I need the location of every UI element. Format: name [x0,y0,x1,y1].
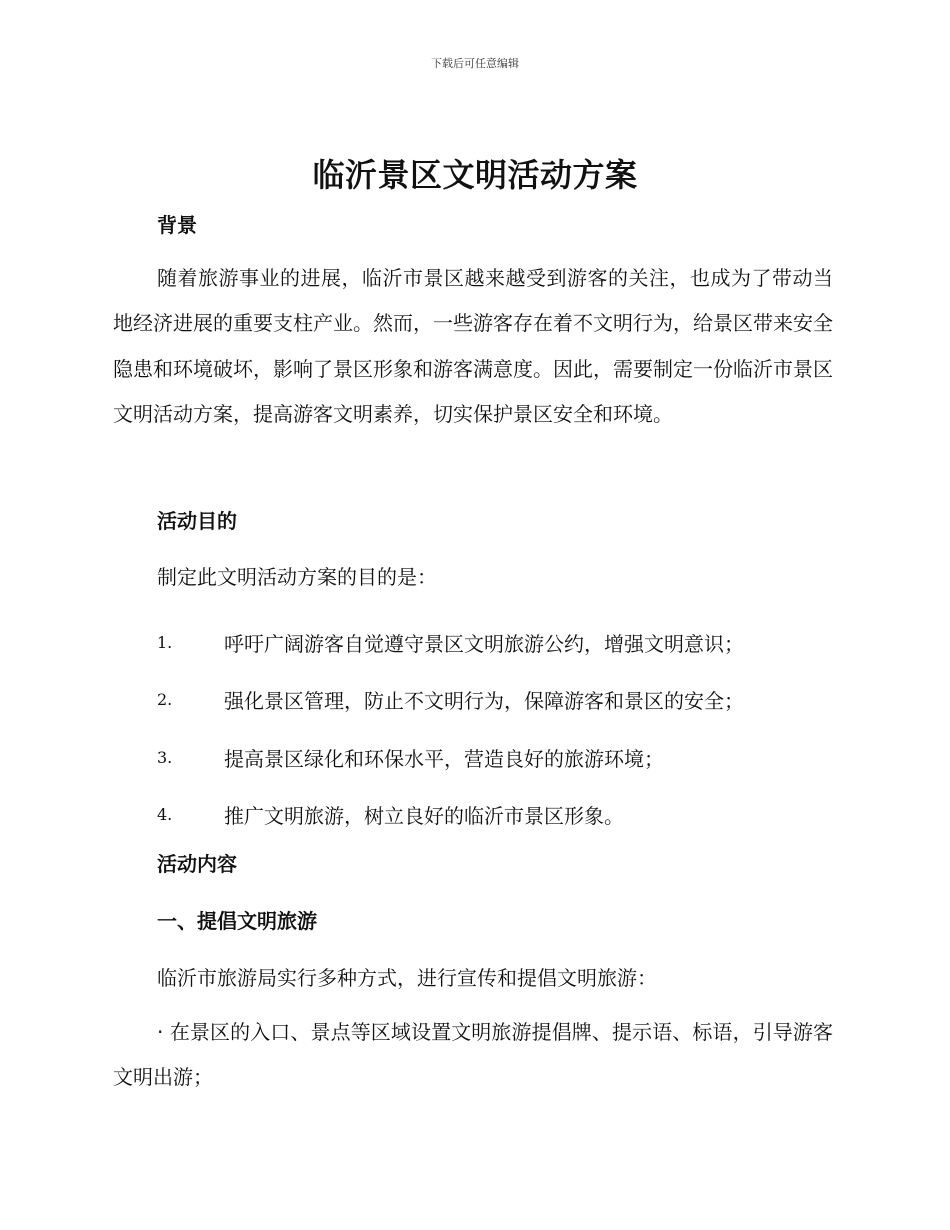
list-item-text: 推广文明旅游，树立良好的临沂市景区形象。 [224,804,624,829]
subheading-promote-civilized-tourism: 一、提倡文明旅游 [157,909,317,933]
list-item-number: 4. [157,805,173,825]
section-heading-purpose: 活动目的 [157,509,237,533]
content-intro: 临沂市旅游局实行多种方式，进行宣传和提倡文明旅游： [157,966,657,990]
list-item-text: 呼吁广阔游客自觉遵守景区文明旅游公约，增强文明意识； [224,632,744,657]
list-item [157,729,744,786]
document-title: 临沂景区文明活动方案 [312,156,638,194]
purpose-list [157,614,744,843]
background-paragraph: 随着旅游事业的进展，临沂市景区越来越受到游客的关注，也成为了带动当地经济进展的重要支柱产业。然而，一些游客存在着不文明行为，给景区带来安全隐患和环境破坏，影响了景区形象和游客满意度。因此，需要制定一份临沂市景区文明活动方案，提高游客文明素养，切实保护景区安全和环境。 [113,266,833,426]
list-item-number: 1. [157,633,173,653]
list-item [157,671,744,728]
list-item-number: 3. [157,747,173,767]
list-item-text: 强化景区管理，防止不文明行为，保障游客和景区的安全； [224,689,744,714]
purpose-intro: 制定此文明活动方案的目的是： [157,565,437,589]
list-item [157,614,744,671]
list-item-text: 提高景区绿化和环保水平，营造良好的旅游环境； [224,746,664,771]
header-note: 下载后可任意编辑 [431,57,519,70]
list-item-number: 2. [157,690,173,710]
list-item [157,786,744,843]
section-heading-background: 背景 [157,213,197,237]
section-heading-content: 活动内容 [157,852,237,876]
content-bullet: · 在景区的入口、景点等区域设置文明旅游提倡牌、提示语、标语，引导游客文明出游； [113,1020,833,1090]
